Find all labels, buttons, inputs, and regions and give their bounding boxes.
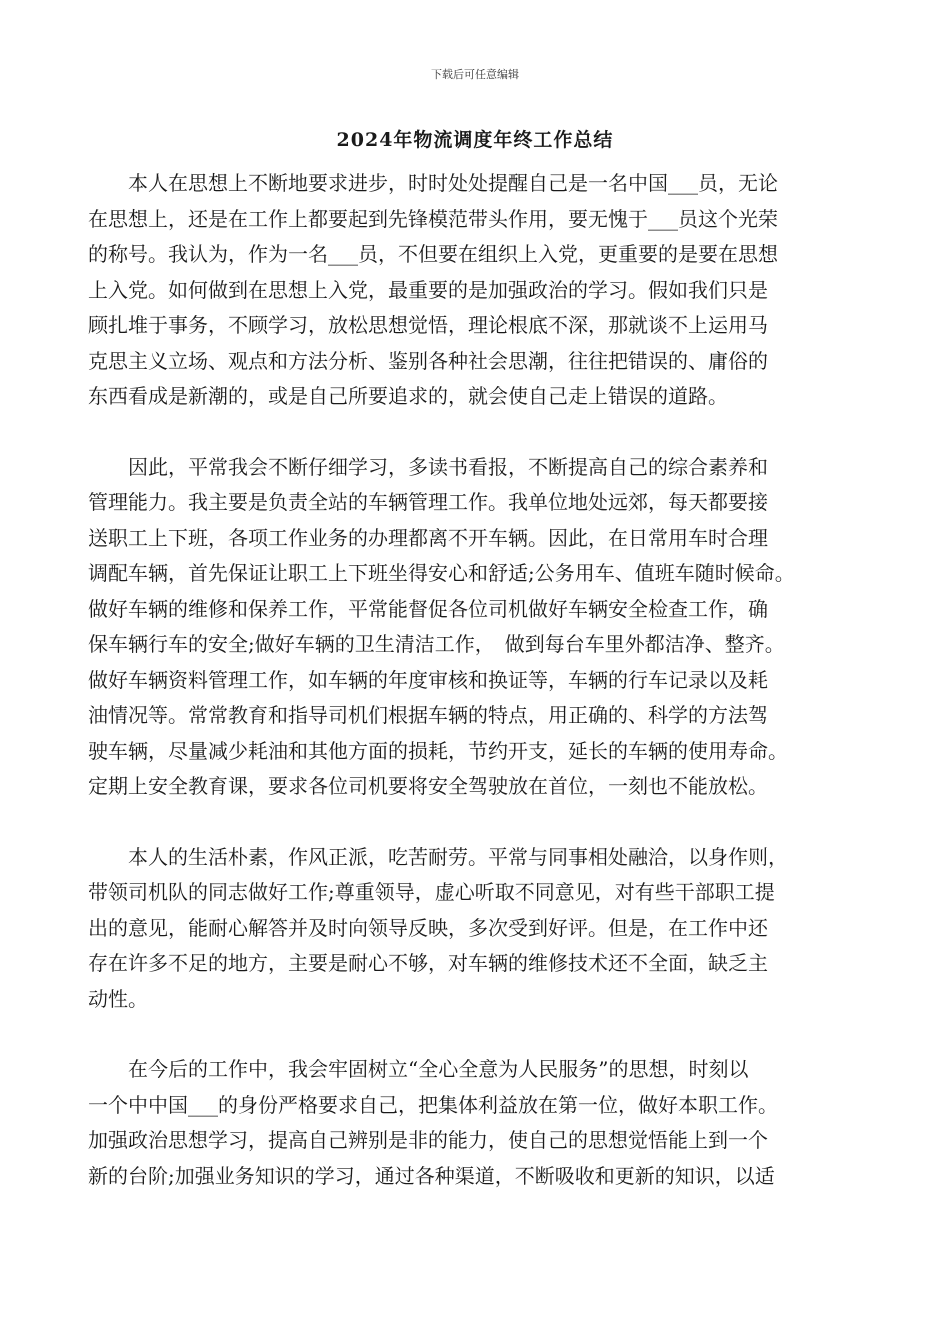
paragraph-line: 油情况等。常常教育和指导司机们根据车辆的特点，用正确的、科学的方法驾 — [88, 703, 768, 727]
paragraph-line: 本人的生活朴素，作风正派，吃苦耐劳。平常与同事相处融洽，以身作则， — [88, 844, 788, 869]
document-body — [88, 166, 868, 1194]
paragraph-line: 本人在思想上不断地要求进步，时时处处提醒自己是一名中国___员，无论 — [88, 171, 778, 195]
header-note: 下载后可任意编辑 — [431, 68, 519, 81]
paragraph-line: 存在许多不足的地方，主要是耐心不够，对车辆的维修技术还不全面，缺乏主 — [88, 951, 768, 975]
paragraph-line: 因此，平常我会不断仔细学习，多读书看报，不断提高自己的综合素养和 — [88, 454, 768, 479]
paragraph-line: 新的台阶;加强业务知识的学习，通过各种渠道，不断吸收和更新的知识，以适 — [88, 1163, 775, 1188]
paragraph-line: 上入党。如何做到在思想上入党，最重要的是加强政治的学习。假如我们只是 — [88, 277, 768, 302]
paragraph-line: 加强政治思想学习，提高自己辨别是非的能力，使自己的思想觉悟能上到一个 — [88, 1128, 768, 1152]
paragraph-line: 送职工上下班，各项工作业务的办理都离不开车辆。因此，在日常用车时合理 — [88, 525, 768, 550]
paragraph-line: 保车辆行车的安全;做好车辆的卫生清洁工作， 做到每台车里外都洁净、整齐。 — [88, 632, 785, 656]
paragraph-line: 驶车辆，尽量减少耗油和其他方面的损耗，节约开支，延长的车辆的使用寿命。 — [88, 738, 788, 763]
paragraph-2 — [88, 450, 868, 805]
paragraph-gap — [88, 805, 868, 840]
paragraph-line: 管理能力。我主要是负责全站的车辆管理工作。我单位地处远郊，每天都要接 — [88, 490, 768, 514]
paragraph-gap — [88, 415, 868, 450]
paragraph-line: 动性。 — [88, 986, 148, 1011]
paragraph-line: 一个中中国___的身份严格要求自己，把集体利益放在第一位，做好本职工作。 — [88, 1092, 778, 1117]
paragraph-gap — [88, 1017, 868, 1052]
paragraph-line: 在思想上，还是在工作上都要起到先锋模范带头作用，要无愧于___员这个光荣 — [88, 206, 778, 231]
paragraph-line: 带领司机队的同志做好工作;尊重领导，虚心听取不同意见，对有些干部职工提 — [88, 880, 775, 904]
paragraph-line: 克思主义立场、观点和方法分析、鉴别各种社会思潮，往往把错误的、庸俗的 — [88, 348, 768, 373]
paragraph-4 — [88, 1052, 868, 1194]
paragraph-line: 顾扎堆于事务，不顾学习，放松思想觉悟，理论根底不深，那就谈不上运用马 — [88, 313, 768, 337]
paragraph-line: 做好车辆的维修和保养工作，平常能督促各位司机做好车辆安全检查工作，确 — [88, 596, 768, 621]
paragraph-line: 的称号。我认为，作为一名___员，不但要在组织上入党，更重要的是要在思想 — [88, 242, 778, 266]
paragraph-line: 在今后的工作中，我会牢固树立“全心全意为人民服务”的思想，时刻以 — [88, 1057, 749, 1081]
paragraph-line: 做好车辆资料管理工作，如车辆的年度审核和换证等，车辆的行车记录以及耗 — [88, 667, 768, 692]
paragraph-line: 东西看成是新潮的，或是自己所要追求的，就会使自己走上错误的道路。 — [88, 384, 728, 408]
document-title: 2024年物流调度年终工作总结 — [336, 129, 614, 151]
paragraph-3 — [88, 840, 868, 1018]
paragraph-1 — [88, 166, 868, 415]
paragraph-line: 调配车辆，首先保证让职工上下班坐得安心和舒适;公务用车、值班车随时候命。 — [88, 561, 795, 585]
paragraph-line: 出的意见，能耐心解答并及时向领导反映，多次受到好评。但是，在工作中还 — [88, 915, 768, 940]
paragraph-line: 定期上安全教育课，要求各位司机要将安全驾驶放在首位，一刻也不能放松。 — [88, 774, 768, 798]
